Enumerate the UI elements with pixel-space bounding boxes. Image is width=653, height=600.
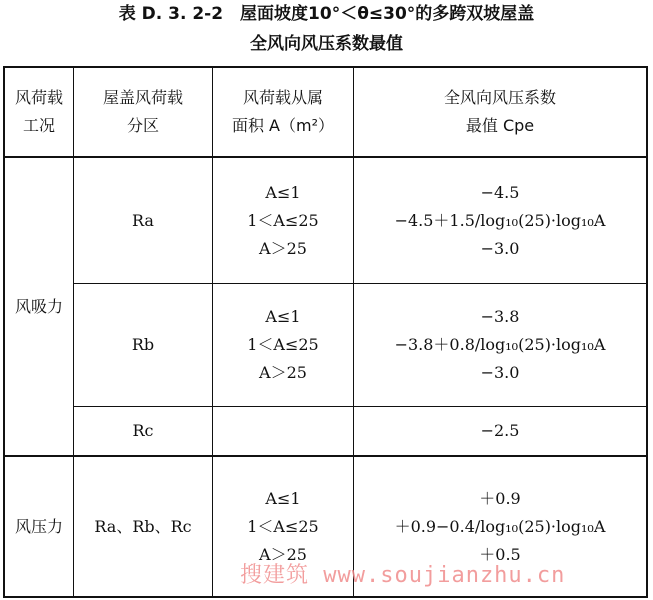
area-range: A＞25 — [259, 544, 307, 564]
condition-pressure: 风压力 — [14, 516, 63, 536]
zone-ra: Ra — [132, 210, 154, 230]
area-ranges-rb — [213, 284, 353, 406]
area-range: A＞25 — [259, 238, 307, 258]
area-range: A＞25 — [259, 363, 307, 382]
watermark: 搜建筑 www.soujianzhu.cn — [240, 563, 566, 588]
zone-rb: Rb — [131, 335, 155, 354]
coefficients-ra — [354, 158, 646, 283]
coefficient-value: ＋0.5 — [479, 544, 521, 564]
area-range: 1＜A≤25 — [247, 210, 319, 230]
coefficients-rb — [354, 284, 646, 406]
coefficient-value: −3.0 — [480, 238, 520, 258]
coefficient-formula: −4.5＋1.5/log₁₀(25)·log₁₀A — [394, 210, 606, 230]
coefficient-value: −2.5 — [480, 421, 520, 440]
coefficient-value: −4.5 — [480, 182, 520, 202]
coefficient-value: ＋0.9 — [479, 488, 521, 508]
area-range: A≤1 — [265, 488, 301, 508]
coefficients-rc — [354, 407, 646, 455]
condition-suction: 风吸力 — [14, 296, 63, 316]
table-title-line2: 全风向风压系数最值 — [250, 34, 403, 54]
area-range: 1＜A≤25 — [247, 516, 319, 536]
area-range: A≤1 — [265, 307, 301, 326]
coefficient-value: −3.0 — [480, 363, 520, 382]
table-title-line1: 表 D. 3. 2-2 屋面坡度10°＜θ≤30°的多跨双坡屋盖 — [118, 4, 535, 24]
coefficient-formula: ＋0.9−0.4/log₁₀(25)·log₁₀A — [394, 516, 606, 536]
header-coefficient: 全风向风压系数 最值 Cpe — [443, 88, 556, 135]
header-zone: 屋盖风荷载 分区 — [102, 88, 183, 135]
header-condition: 风荷载 工况 — [14, 88, 63, 135]
area-range: 1＜A≤25 — [247, 335, 319, 354]
area-range: A≤1 — [265, 182, 301, 202]
zone-rc: Rc — [132, 421, 154, 440]
area-ranges-ra — [213, 158, 353, 283]
coefficient-value: −3.8 — [480, 307, 520, 326]
zone-all: Ra、Rb、Rc — [94, 516, 192, 536]
coefficient-formula: −3.8＋0.8/log₁₀(25)·log₁₀A — [394, 335, 606, 354]
header-area: 风荷载从属 面积 A（m²） — [231, 88, 335, 135]
